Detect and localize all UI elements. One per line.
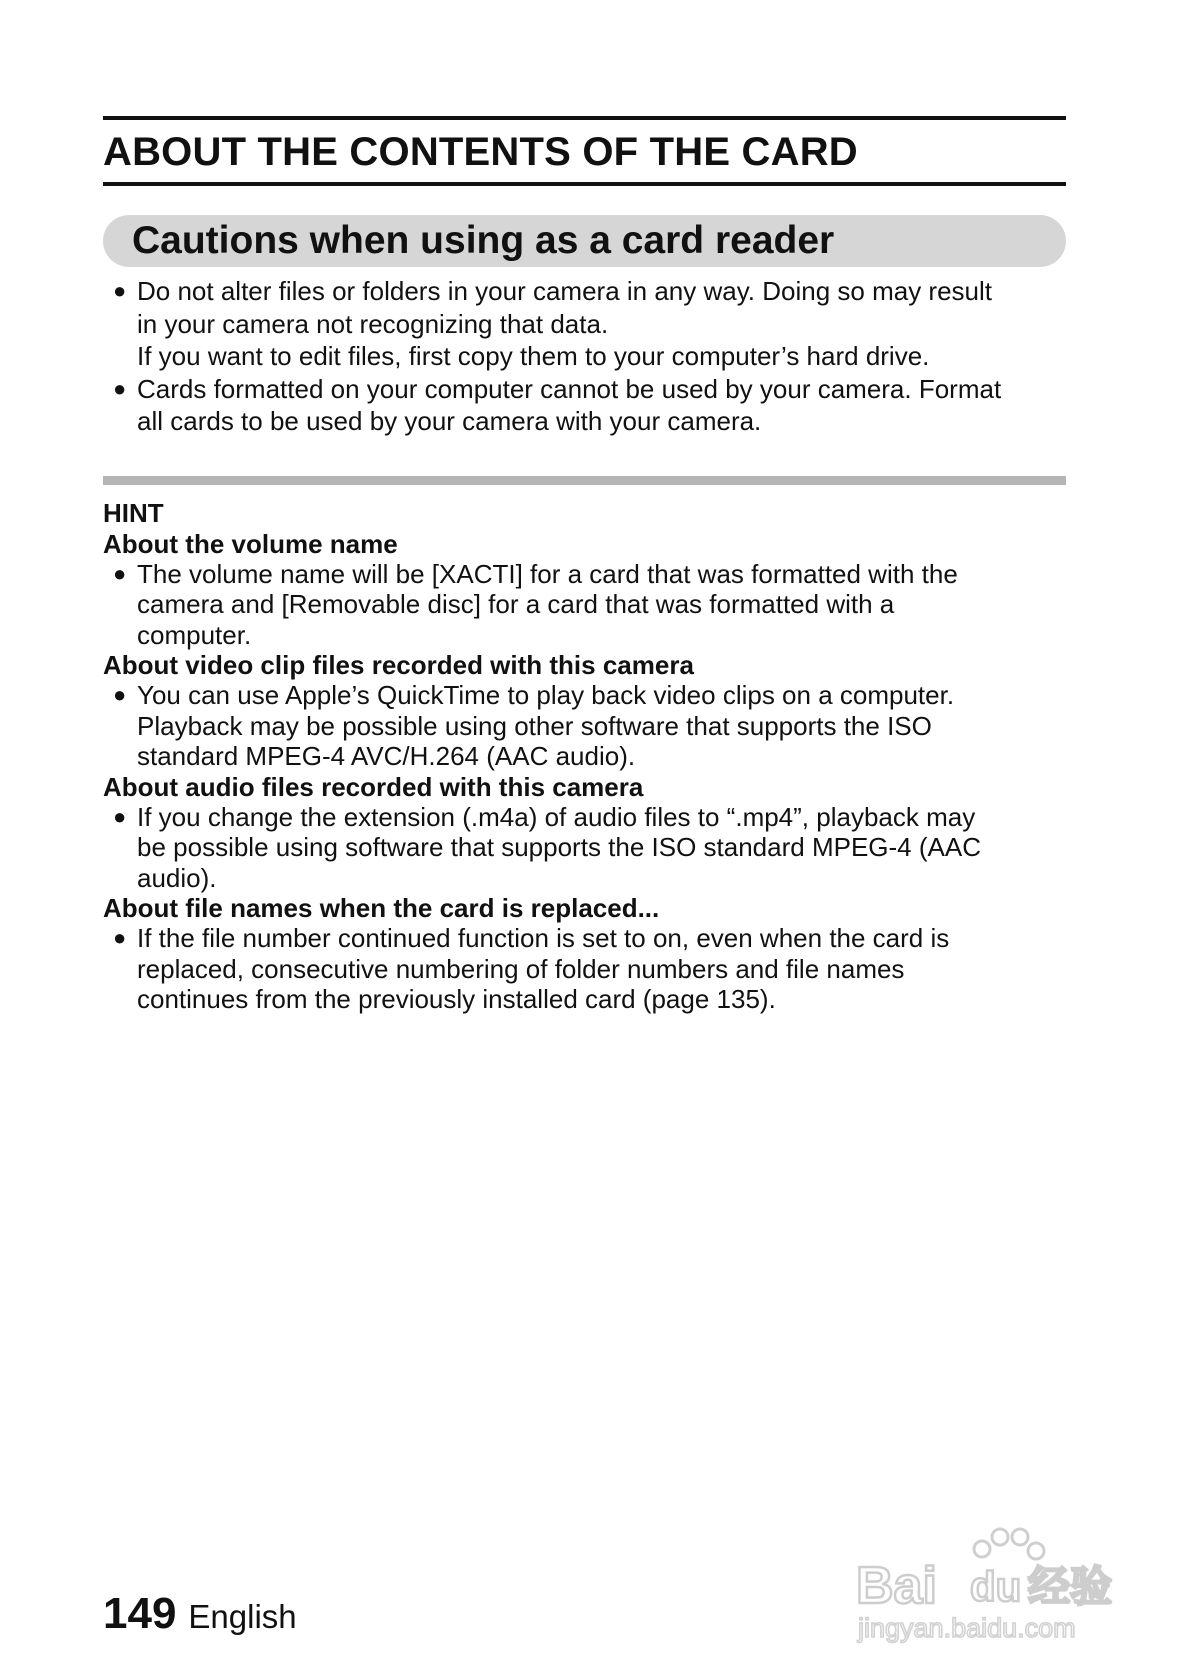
hint-heading: About video clip files recorded with this camera — [103, 650, 694, 680]
list-item-line: in your camera not recognizing that data. — [137, 308, 609, 339]
page-title: ABOUT THE CONTENTS OF THE CARD — [103, 130, 858, 174]
list-item-line: You can use Apple’s QuickTime to play back video clips on a computer. — [137, 680, 955, 710]
list-item — [103, 680, 1066, 772]
watermark-suffix: 经验 — [1028, 1563, 1113, 1610]
list-item-line: camera and [Removable disc] for a card that was formatted with a — [137, 589, 895, 619]
page-title-block — [103, 116, 1066, 186]
list-item — [103, 923, 1066, 1015]
list-item-line: standard MPEG-4 AVC/H.264 (AAC audio). — [137, 741, 636, 771]
hint-label: HINT — [103, 497, 164, 528]
list-item-line: Cards formatted on your computer cannot be used by your camera. Format — [137, 373, 1002, 404]
list-item-line: The volume name will be [XACTI] for a card that was formatted with the — [137, 558, 958, 589]
hint-group-volume-name — [103, 529, 1066, 651]
paw-pad-icon — [992, 1529, 1008, 1545]
list-item — [103, 559, 1066, 651]
list-item-line: Playback may be possible using other software that supports the ISO — [137, 710, 932, 741]
hint-heading: About the volume name — [103, 528, 398, 559]
paw-pad-icon — [1012, 1529, 1028, 1545]
watermark-url: jingyan.baidu.com — [858, 1613, 1076, 1643]
list-item-line: If the file number continued function is set to on, even when the card is — [137, 923, 950, 953]
bullet-icon: ● — [113, 803, 127, 829]
hint-group-file-names — [103, 893, 1066, 1015]
hint-list — [103, 802, 1066, 894]
section-header — [103, 215, 1066, 267]
bullet-icon: ● — [113, 682, 127, 707]
hint-heading: About audio files recorded with this camera — [103, 771, 644, 802]
hint-list — [103, 923, 1066, 1015]
hint-group-video-clip — [103, 650, 1066, 772]
hint-group-audio-files — [103, 772, 1066, 894]
caution-list — [103, 275, 1066, 438]
watermark-brand-du: du — [970, 1563, 1022, 1610]
hint-heading: About file names when the card is replaced... — [103, 893, 660, 923]
list-item — [103, 802, 1066, 894]
hint-divider — [103, 476, 1066, 485]
list-item-line: be possible using software that supports the ISO standard MPEG-4 (AAC — [137, 832, 981, 862]
paw-pad-icon — [1028, 1543, 1044, 1559]
list-item-line: continues from the previously installed card (page 135). — [137, 984, 776, 1014]
paw-pad-icon — [974, 1541, 990, 1557]
page-footer — [103, 1589, 297, 1639]
list-item — [103, 275, 1066, 373]
watermark-brand: Bai — [856, 1557, 937, 1615]
page-number: 149 — [103, 1589, 177, 1638]
list-item-line: computer. — [137, 619, 252, 650]
page-language: English — [188, 1598, 297, 1635]
baidu-watermark-logo — [852, 1515, 1132, 1655]
bullet-icon: ● — [113, 278, 127, 303]
list-item-line: If you want to edit files, first copy them to your computer’s hard drive. — [137, 341, 930, 371]
bullet-icon: ● — [113, 560, 127, 586]
bullet-icon: ● — [113, 925, 127, 950]
list-item-line: audio). — [137, 862, 217, 893]
section-title: Cautions when using as a card reader — [132, 219, 835, 262]
list-item-line: Do not alter files or folders in your camera in any way. Doing so may result — [137, 276, 992, 306]
list-item-line: all cards to be used by your camera with your camera. — [137, 406, 762, 436]
hint-list — [103, 680, 1066, 772]
bullet-icon: ● — [113, 375, 127, 401]
list-item-line: replaced, consecutive numbering of folder numbers and file names — [137, 953, 905, 984]
list-item — [103, 373, 1066, 438]
hint-list — [103, 559, 1066, 651]
page-content — [103, 116, 1066, 1015]
list-item-line: If you change the extension (.m4a) of audio files to “.mp4”, playback may — [137, 801, 976, 832]
